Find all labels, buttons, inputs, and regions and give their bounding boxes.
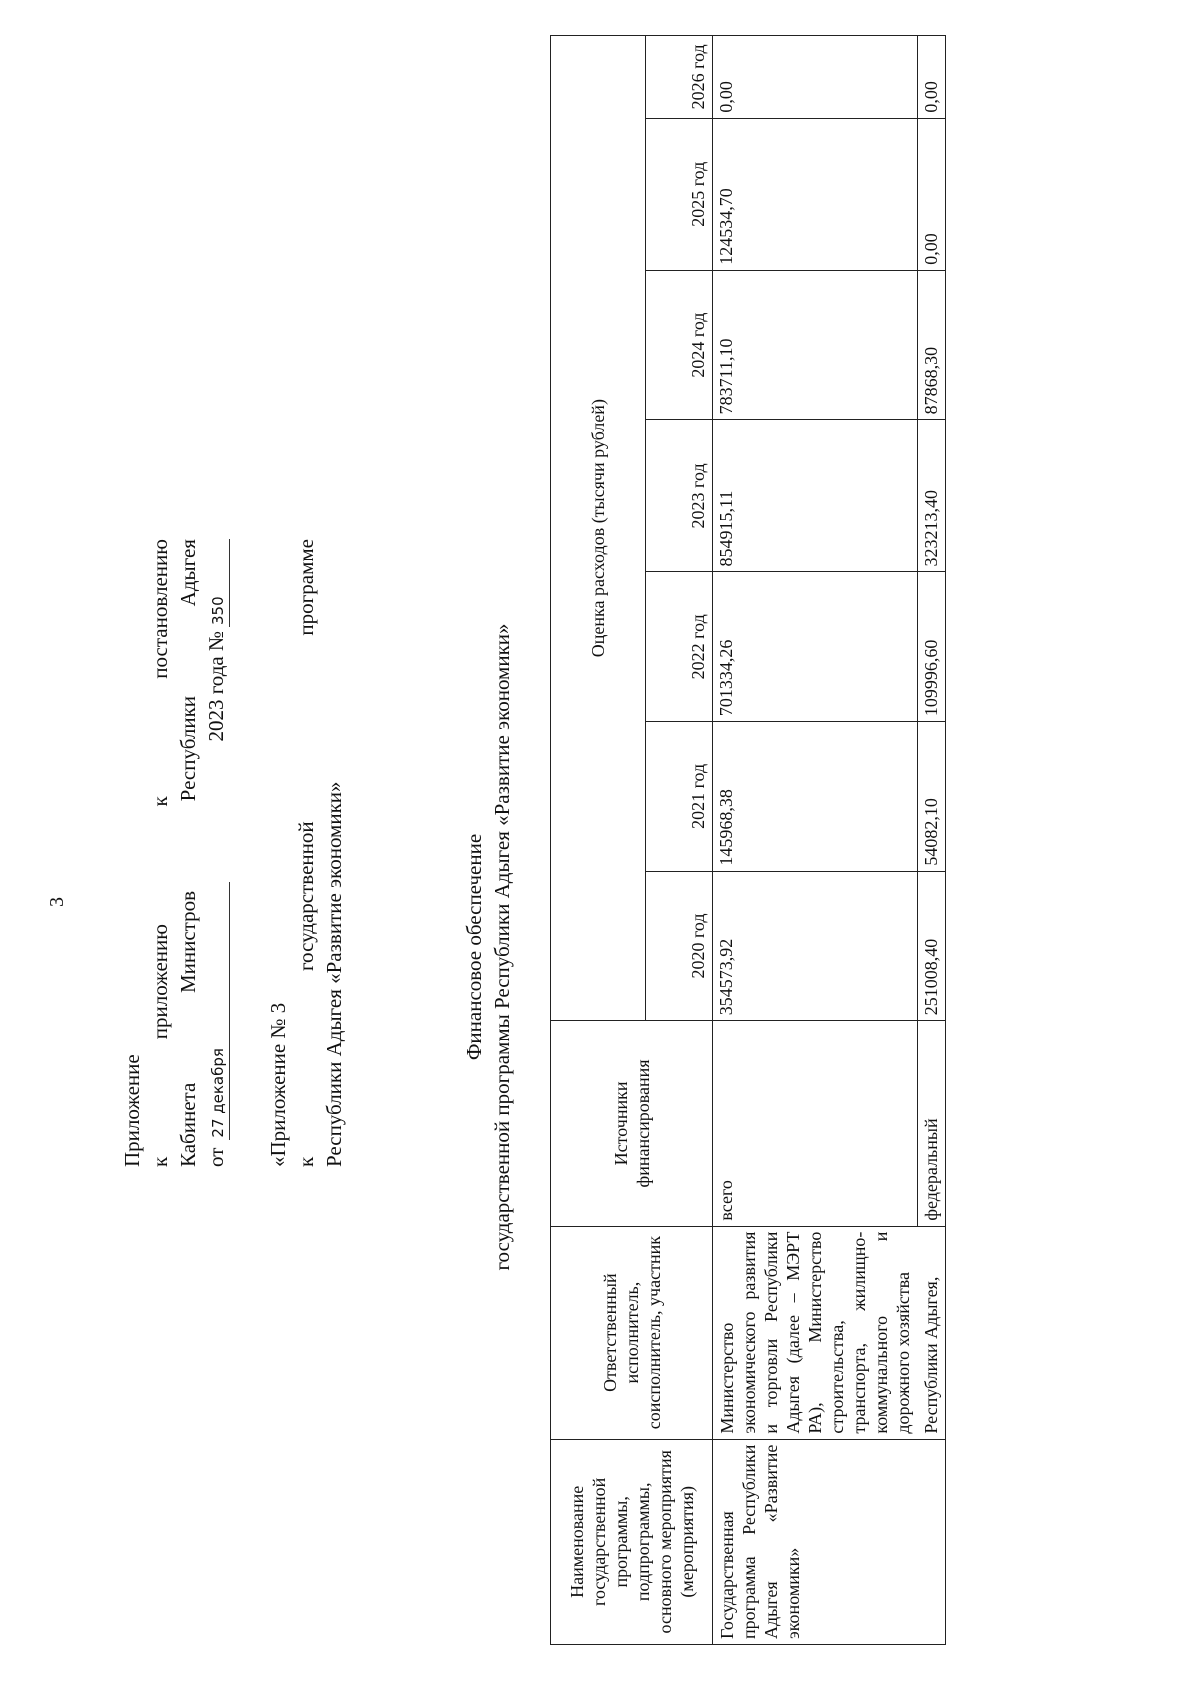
value-cell: 854915,11 <box>713 420 918 572</box>
value-cell: 0,00 <box>917 118 946 270</box>
decree-number: 350 <box>207 539 230 627</box>
document-title <box>460 397 516 1497</box>
header-source: Источники финансирования <box>551 1021 713 1226</box>
year-header: 2021 год <box>646 722 713 872</box>
appendix-line-6: к государственной программе <box>294 539 318 1167</box>
header-program-name: Наименование государственной программы, подпрограммы, основного мероприятия (мероприятия) <box>551 1439 713 1644</box>
value-cell: 701334,26 <box>713 572 918 722</box>
appendix-block <box>118 539 348 1167</box>
header-row <box>551 36 646 1645</box>
appendix-line-3: Кабинета Министров Республики Адыгея <box>176 539 200 1167</box>
appendix-line-1: Приложение <box>120 1054 144 1167</box>
decree-date: 27 декабря <box>207 882 230 1140</box>
value-cell: 124534,70 <box>713 118 918 270</box>
year-header: 2024 год <box>646 270 713 420</box>
value-cell: 783711,10 <box>713 270 918 420</box>
table-row <box>917 36 946 1645</box>
source-cell: всего <box>713 1021 918 1226</box>
year-header: 2020 год <box>646 871 713 1021</box>
executor-cell-continued: Республики Адыгея, <box>917 1226 946 1439</box>
value-cell: 87868,30 <box>917 270 946 420</box>
executor-cell: Министерство экономического развития и торговли Республики Адыгея (далее – МЭРТ РА), Министерство строительства, транспорта, жилищно-коммунального и дорожного хозяйства <box>713 1226 918 1439</box>
value-cell: 323213,40 <box>917 420 946 572</box>
value-cell: 54082,10 <box>917 722 946 872</box>
appendix-date-line: от 27 декабря 2023 года № 350 <box>202 539 230 1167</box>
page-number: 3 <box>46 897 68 907</box>
year-header: 2022 год <box>646 572 713 722</box>
appendix-line-7: Республики Адыгея «Развитие экономики» <box>322 781 346 1167</box>
title-line-1: Финансовое обеспечение <box>462 833 486 1061</box>
program-name-cell: Государственная программа Республики Адыгея «Развитие экономики» <box>713 1439 946 1644</box>
year-header: 2025 год <box>646 118 713 270</box>
year-header: 2023 год <box>646 420 713 572</box>
source-cell: федеральный <box>917 1021 946 1226</box>
header-executor: Ответственный исполнитель, соисполнитель, участник <box>551 1226 713 1439</box>
value-cell: 0,00 <box>713 36 918 119</box>
value-cell: 145968,38 <box>713 722 918 872</box>
value-cell: 354573,92 <box>713 871 918 1021</box>
appendix-line-2: к приложению к постановлению <box>148 539 172 1167</box>
header-estimate: Оценка расходов (тысячи рублей) <box>551 36 646 1021</box>
year-header: 2026 год <box>646 36 713 119</box>
table-row <box>713 36 918 1645</box>
value-cell: 0,00 <box>917 36 946 119</box>
financing-table <box>550 35 946 1645</box>
appendix-line-5: «Приложение № 3 <box>266 1002 290 1167</box>
title-line-2: государственной программы Республики Адыгея «Развитие экономики» <box>490 623 514 1271</box>
value-cell: 251008,40 <box>917 871 946 1021</box>
value-cell: 109996,60 <box>917 572 946 722</box>
